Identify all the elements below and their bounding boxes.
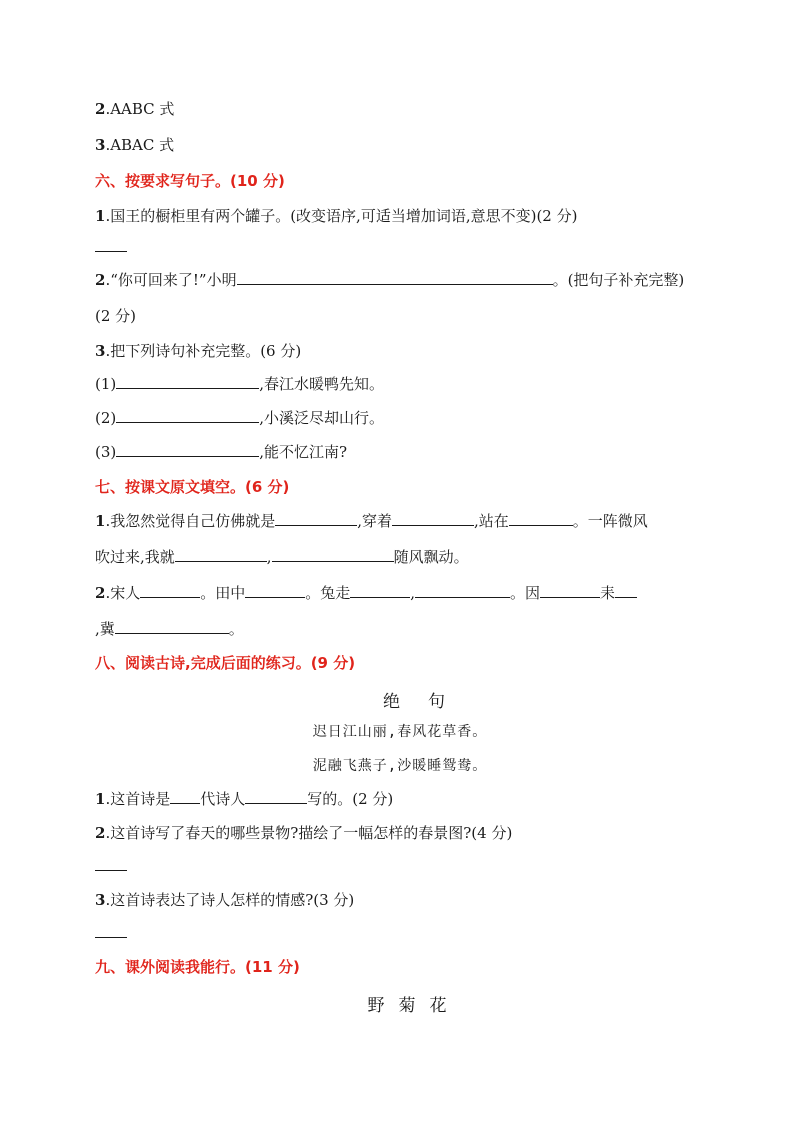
poem-fill-2: (2) ,小溪泛尽却山行。 [95,409,385,427]
answer-line[interactable] [95,870,127,871]
section7-question-1-cont: 吹过来,我就 , 随风飘动。 [95,548,469,566]
section6-question-3: 3.把下列诗句补充完整。(6 分) [95,342,302,360]
fill-blank[interactable] [275,511,357,526]
fill-blank[interactable] [116,374,259,389]
section9-heading: 九、课外阅读我能行。(11 分) [95,958,300,976]
fill-blank[interactable] [392,511,474,526]
poem-fill-3: (3) ,能不忆江南? [95,443,348,461]
fill-blank[interactable] [415,583,510,598]
fill-blank[interactable] [115,619,229,634]
section7-question-1: 1.我忽然觉得自己仿佛就是 ,穿着 ,站在 。一阵微风 [95,512,648,530]
poem-fill-1: (1) ,春江水暖鸭先知。 [95,375,385,393]
fill-blank[interactable] [175,547,267,562]
fill-blank[interactable] [509,511,573,526]
section6-question-1: 1.国王的橱柜里有两个罐子。(改变语序,可适当增加词语,意思不变)(2 分) [95,207,578,225]
fill-blank[interactable] [170,789,200,804]
fill-blank[interactable] [540,583,600,598]
fill-blank[interactable] [140,583,200,598]
fill-blank[interactable] [615,583,637,598]
fill-blank[interactable] [245,789,307,804]
section7-question-2-cont: ,冀 。 [95,620,244,638]
fill-blank[interactable] [272,547,394,562]
fill-blank[interactable] [350,583,410,598]
poem-title: 绝句 [383,692,473,712]
poem-line-2: 泥融飞燕子,沙暖睡鸳鸯。 [312,758,488,774]
section7-question-2: 2.宋人 。田中 。兔走 , 。因 耒 [95,583,637,603]
section8-question-3: 3.这首诗表达了诗人怎样的情感?(3 分) [95,891,355,909]
section8-heading: 八、阅读古诗,完成后面的练习。(9 分) [95,654,356,672]
fill-blank[interactable] [116,408,259,423]
section6-question-2: 2.“你可回来了!”小明 。(把句子补充完整) [95,271,685,289]
fill-blank[interactable] [245,583,305,598]
fill-blank[interactable] [116,442,259,457]
section6-heading: 六、按要求写句子。(10 分) [95,172,285,190]
fill-blank[interactable] [237,270,553,285]
section7-heading: 七、按课文原文填空。(6 分) [95,478,290,496]
answer-line[interactable] [95,251,127,252]
section6-question-2-points: (2 分) [95,307,137,325]
story-title: 野菊花 [367,996,461,1016]
poem-line-1: 迟日江山丽,春风花草香。 [312,724,488,740]
section8-question-2: 2.这首诗写了春天的哪些景物?描绘了一幅怎样的春景图?(4 分) [95,824,513,842]
answer-line[interactable] [95,937,127,938]
item-abac: 3.ABAC 式 [95,136,175,154]
item-aabc: 2.AABC 式 [95,100,175,118]
section8-question-1: 1.这首诗是 代诗人 写的。(2 分) [95,790,394,808]
